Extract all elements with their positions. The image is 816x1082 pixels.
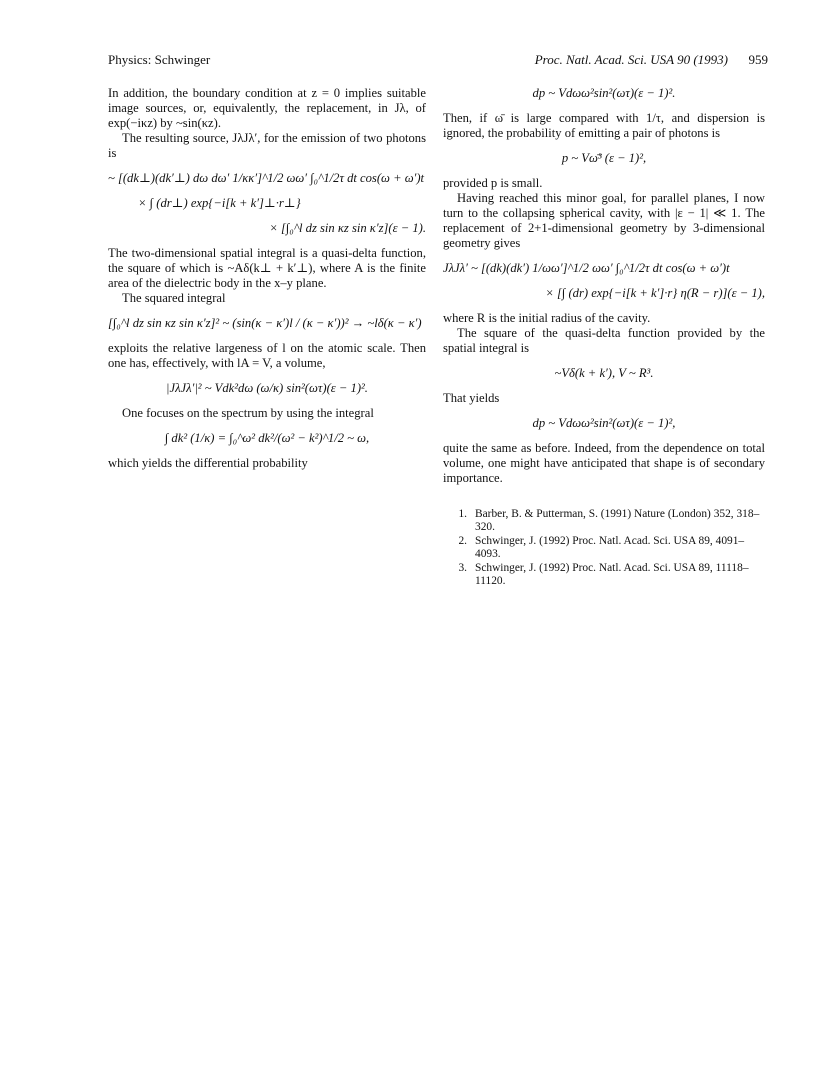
reference-text: Schwinger, J. (1992) Proc. Natl. Acad. Sci. USA 89, 4091–4093. <box>475 535 745 560</box>
reference-text: Schwinger, J. (1992) Proc. Natl. Acad. Sci. USA 89, 11118–11120. <box>475 562 749 587</box>
equation-current-square: |JλJλ′|² ~ Vdk²dω (ω/κ) sin²(ωτ)(ε − 1)². <box>166 381 368 395</box>
equation-source-line2: × ∫ (dr⊥) exp{−i[k + k′]⊥·r⊥} <box>138 196 301 210</box>
reference-number: 3. <box>458 562 467 574</box>
paragraph: That yields <box>443 391 500 405</box>
equation-pair-probability: p ~ Vω̄³ (ε − 1)², <box>561 151 647 165</box>
equation-spectrum-integral: ∫ dk² (1/κ) = ∫₀^ω² dk²/(ω² − k²)^1/2 ~ ω, <box>164 431 370 445</box>
left-column <box>108 86 426 471</box>
paragraph: The resulting source, JλJλ′, for the emission of two photons is <box>108 131 426 160</box>
header-section: Physics: Schwinger <box>108 52 211 67</box>
equation-source-line1: ~ [(dk⊥)(dk′⊥) dω dω′ 1/κκ′]^1/2 ωω′ ∫₀^1/2τ dt cos(ω + ω′)t <box>108 171 425 185</box>
header-journal: Proc. Natl. Acad. Sci. USA 90 (1993) <box>534 52 728 67</box>
reference-list <box>443 508 765 588</box>
equation-result: dp ~ Vdωω²sin²(ωτ)(ε − 1)², <box>532 416 676 430</box>
paragraph: The two-dimensional spatial integral is a quasi-delta function, the square of which is ~Aδ(k⊥ + k′⊥), where A is the finite area of the dielectric body in the x–y plane. <box>108 246 426 290</box>
paragraph: where R is the initial radius of the cavity. <box>443 311 651 325</box>
paragraph: which yields the differential probability <box>108 456 308 470</box>
page-number: 959 <box>748 52 768 67</box>
reference-item <box>443 562 765 588</box>
right-column <box>443 86 765 589</box>
paragraph: Then, if ω̄ is large compared with 1/τ, and dispersion is ignored, the probability of emitting a pair of photons is <box>443 111 765 140</box>
paragraph: exploits the relative largeness of l on the atomic scale. Then one has, effectively, with lA = V, a volume, <box>108 341 426 370</box>
paragraph: The square of the quasi-delta function provided by the spatial integral is <box>443 326 765 355</box>
equation-spherical-source-line2: × [∫ (dr) exp{−i[k + k′]·r} η(R − r)](ε − 1), <box>545 286 765 300</box>
equation-differential-probability: dp ~ Vdωω²sin²(ωτ)(ε − 1)². <box>532 86 676 100</box>
reference-text: Barber, B. & Putterman, S. (1991) Nature (London) 352, 318–320. <box>475 508 760 533</box>
reference-number: 1. <box>458 508 467 520</box>
paragraph: The squared integral <box>122 291 226 305</box>
paragraph: provided p is small. <box>443 176 543 190</box>
equation-quasi-delta: ~Vδ(k + k′), V ~ R³. <box>554 366 654 380</box>
equation-squared-integral: [∫₀^l dz sin κz sin κ′z]² ~ (sin(κ − κ′)l / (κ − κ′))² → ~lδ(κ − κ′) <box>108 316 422 330</box>
equation-source-line3: × [∫₀^l dz sin κz sin κ′z](ε − 1). <box>269 221 426 235</box>
equation-spherical-source-line1: JλJλ′ ~ [(dk)(dk′) 1/ωω′]^1/2 ωω′ ∫₀^1/2τ dt cos(ω + ω′)t <box>443 261 730 275</box>
reference-item <box>443 535 765 561</box>
paragraph: quite the same as before. Indeed, from the dependence on total volume, one might have anticipated that shape is of secondary importance. <box>443 441 765 485</box>
paragraph: In addition, the boundary condition at z = 0 implies suitable image sources, or, equivalently, the replacement, in Jλ, of exp(−iκz) by ~sin(κz). <box>108 86 426 130</box>
reference-item <box>443 508 765 534</box>
paragraph: Having reached this minor goal, for parallel planes, I now turn to the collapsing spherical cavity, with |ε − 1| ≪ 1. The replacement of 2+1-dimensional geometry by 3-dimensional geometry gives <box>443 191 765 250</box>
paragraph: One focuses on the spectrum by using the integral <box>122 406 374 420</box>
reference-number: 2. <box>458 535 467 547</box>
